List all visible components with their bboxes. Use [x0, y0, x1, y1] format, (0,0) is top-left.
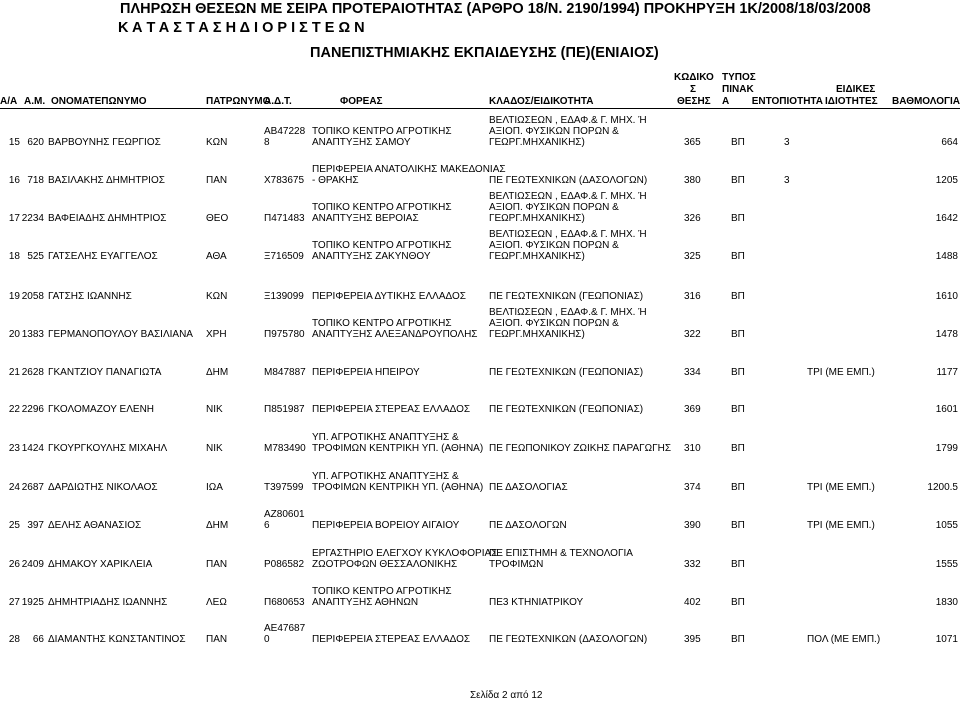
cell-father: ΔΗΜ [206, 367, 229, 378]
cell-foreas: ΤΟΠΙΚΟ ΚΕΝΤΡΟ ΑΓΡΟΤΙΚΗΣ [312, 240, 452, 251]
header-typos-2: ΠΙΝΑΚ [722, 84, 754, 95]
cell-foreas: ΥΠ. ΑΓΡΟΤΙΚΗΣ ΑΝΑΠΤΥΞΗΣ & [312, 471, 459, 482]
cell-adt: Π680653 [264, 597, 305, 608]
cell-klados: ΠΕ ΓΕΩΤΕΧΝΙΚΩΝ (ΓΕΩΠΟΝΙΑΣ) [489, 291, 644, 302]
cell-foreas: ΤΟΠΙΚΟ ΚΕΝΤΡΟ ΑΓΡΟΤΙΚΗΣ [312, 202, 452, 213]
header-divider [0, 108, 960, 109]
cell-entopiotita: 3 [784, 175, 790, 186]
cell-adt: Π851987 [264, 404, 305, 415]
cell-am: 1925 [21, 597, 44, 608]
cell-kodikos: 326 [684, 213, 701, 224]
cell-typos: ΒΠ [731, 520, 745, 531]
cell-klados: ΠΕ ΔΑΣΟΛΟΓΩΝ [489, 520, 567, 531]
cell-adt: Μ783490 [264, 443, 306, 454]
cell-name: ΔΕΛΗΣ ΑΘΑΝΑΣΙΟΣ [48, 520, 142, 531]
cell-vathmologia: 1200.5 [927, 482, 958, 493]
cell-am: 2234 [21, 213, 44, 224]
cell-vathmologia: 1055 [935, 520, 958, 531]
cell-adt: ΑΖ80601 [264, 509, 305, 520]
header-typos-1: ΤΥΠΟΣ [722, 72, 756, 83]
cell-aa: 23 [8, 443, 20, 454]
cell-foreas: ΖΩΟΤΡΟΦΩΝ ΘΕΣΣΑΛΟΝΙΚΗΣ [312, 559, 458, 570]
cell-father: ΝΙΚ [206, 443, 223, 454]
cell-typos: ΒΠ [731, 634, 745, 645]
cell-adt: Μ847887 [264, 367, 306, 378]
cell-adt: Τ397599 [264, 482, 304, 493]
cell-klados: ΠΕ ΓΕΩΤΕΧΝΙΚΩΝ (ΓΕΩΠΟΝΙΑΣ) [489, 404, 644, 415]
cell-am: 718 [27, 175, 44, 186]
cell-kodikos: 316 [684, 291, 701, 302]
cell-am: 620 [27, 137, 44, 148]
header-vathmologia: ΒΑΘΜΟΛΟΓΙΑ [892, 96, 960, 107]
cell-eidikes: ΤΡΙ (ΜΕ ΕΜΠ.) [807, 482, 875, 493]
header-kodikos-3: ΘΕΣΗΣ [677, 96, 711, 107]
cell-name: ΔΗΜΑΚΟΥ ΧΑΡΙΚΛΕΙΑ [48, 559, 153, 570]
document-title: ΠΛΗΡΩΣΗ ΘΕΣΕΩΝ ΜΕ ΣΕΙΡΑ ΠΡΟΤΕΡΑΙΟΤΗΤΑΣ (ΑΡΘΡΟ 18/Ν. 2190/1994) ΠΡΟΚΗΡΥΞΗ 1Κ/2008/18/03/2008 [120, 1, 871, 17]
cell-typos: ΒΠ [731, 251, 745, 262]
cell-adt: ΑΕ47687 [264, 623, 306, 634]
header-foreas: ΦΟΡΕΑΣ [340, 96, 383, 107]
cell-foreas: ΑΝΑΠΤΥΞΗΣ ΣΑΜΟΥ [312, 137, 411, 148]
cell-vathmologia: 1071 [935, 634, 958, 645]
cell-name: ΔΑΡΔΙΩΤΗΣ ΝΙΚΟΛΑΟΣ [48, 482, 158, 493]
cell-foreas: ΠΕΡΙΦΕΡΕΙΑ ΒΟΡΕΙΟΥ ΑΙΓΑΙΟΥ [312, 520, 460, 531]
cell-aa: 15 [8, 137, 20, 148]
cell-aa: 16 [8, 175, 20, 186]
cell-name: ΓΚΟΥΡΓΚΟΥΛΗΣ ΜΙΧΑΗΛ [48, 443, 168, 454]
header-am: Α.Μ. [24, 96, 46, 107]
cell-klados: ΤΡΟΦΙΜΩΝ [489, 559, 544, 570]
cell-klados: ΓΕΩΡΓ.ΜΗΧΑΝΙΚΗΣ) [489, 137, 585, 148]
cell-aa: 18 [8, 251, 20, 262]
cell-foreas: ΑΝΑΠΤΥΞΗΣ ΒΕΡΟΙΑΣ [312, 213, 419, 224]
cell-vathmologia: 1642 [935, 213, 958, 224]
cell-vathmologia: 1478 [935, 329, 958, 340]
cell-am: 2687 [21, 482, 44, 493]
cell-aa: 17 [8, 213, 20, 224]
cell-adt: ΑΒ47228 [264, 126, 306, 137]
cell-kodikos: 325 [684, 251, 701, 262]
cell-name: ΓΚΟΛΟΜΑΖΟΥ ΕΛΕΝΗ [48, 404, 155, 415]
cell-klados: ΑΞΙΟΠ. ΦΥΣΙΚΩΝ ΠΟΡΩΝ & [489, 126, 619, 137]
cell-klados: ΠΕ ΓΕΩΤΕΧΝΙΚΩΝ (ΔΑΣΟΛΟΓΩΝ) [489, 634, 648, 645]
cell-aa: 22 [8, 404, 20, 415]
cell-am: 2058 [21, 291, 44, 302]
cell-typos: ΒΠ [731, 367, 745, 378]
cell-foreas: ΤΟΠΙΚΟ ΚΕΝΤΡΟ ΑΓΡΟΤΙΚΗΣ [312, 318, 452, 329]
cell-klados: ΠΕ ΓΕΩΤΕΧΝΙΚΩΝ (ΓΕΩΠΟΝΙΑΣ) [489, 367, 644, 378]
cell-kodikos: 369 [684, 404, 701, 415]
cell-klados: ΒΕΛΤΙΩΣΕΩΝ , ΕΔΑΦ.& Γ. ΜΗΧ. Ή [489, 229, 647, 240]
cell-am: 66 [32, 634, 44, 645]
cell-foreas: ΤΟΠΙΚΟ ΚΕΝΤΡΟ ΑΓΡΟΤΙΚΗΣ [312, 586, 452, 597]
cell-kodikos: 390 [684, 520, 701, 531]
cell-foreas: ΠΕΡΙΦΕΡΕΙΑ ΔΥΤΙΚΗΣ ΕΛΛΑΔΟΣ [312, 291, 466, 302]
header-kodikos-2: Σ [690, 84, 697, 95]
cell-foreas: ΤΟΠΙΚΟ ΚΕΝΤΡΟ ΑΓΡΟΤΙΚΗΣ [312, 126, 452, 137]
cell-typos: ΒΠ [731, 482, 745, 493]
cell-foreas: ΠΕΡΙΦΕΡΕΙΑ ΣΤΕΡΕΑΣ ΕΛΛΑΔΟΣ [312, 634, 471, 645]
cell-klados: ΒΕΛΤΙΩΣΕΩΝ , ΕΔΑΦ.& Γ. ΜΗΧ. Ή [489, 307, 647, 318]
header-typos-3: Α [722, 96, 730, 107]
header-eidikes-1: ΕΙΔΙΚΕΣ [836, 84, 876, 95]
cell-am: 2628 [21, 367, 44, 378]
cell-adt: Χ783675 [264, 175, 305, 186]
cell-vathmologia: 1601 [935, 404, 958, 415]
cell-klados: ΠΕ3 ΚΤΗΝΙΑΤΡΙΚΟΥ [489, 597, 584, 608]
cell-foreas: ΤΡΟΦΙΜΩΝ ΚΕΝΤΡΙΚΗ ΥΠ. (ΑΘΗΝΑ) [312, 482, 484, 493]
cell-father: ΑΘΑ [206, 251, 227, 262]
cell-foreas: - ΘΡΑΚΗΣ [312, 175, 359, 186]
header-name: ΟΝΟΜΑΤΕΠΩΝΥΜΟ [51, 96, 147, 107]
cell-kodikos: 395 [684, 634, 701, 645]
document-subtitle: Κ Α Τ Α Σ Τ Α Σ Η Δ Ι Ο Ρ Ι Σ Τ Ε Ω Ν [118, 20, 365, 36]
cell-kodikos: 322 [684, 329, 701, 340]
cell-typos: ΒΠ [731, 291, 745, 302]
cell-aa: 24 [8, 482, 20, 493]
cell-typos: ΒΠ [731, 329, 745, 340]
cell-father: ΛΕΩ [206, 597, 227, 608]
header-father: ΠΑΤΡΩΝΥΜΟ [206, 96, 271, 107]
cell-vathmologia: 664 [941, 137, 958, 148]
cell-eidikes: ΠΟΛ (ΜΕ ΕΜΠ.) [807, 634, 881, 645]
cell-name: ΓΑΤΣΕΛΗΣ ΕΥΑΓΓΕΛΟΣ [48, 251, 158, 262]
cell-vathmologia: 1205 [935, 175, 958, 186]
cell-name: ΒΑΣΙΛΑΚΗΣ ΔΗΜΗΤΡΙΟΣ [48, 175, 165, 186]
cell-typos: ΒΠ [731, 559, 745, 570]
cell-vathmologia: 1830 [935, 597, 958, 608]
cell-vathmologia: 1799 [935, 443, 958, 454]
cell-kodikos: 334 [684, 367, 701, 378]
header-adt: Α.Δ.Τ. [264, 96, 292, 107]
cell-father: ΠΑΝ [206, 175, 228, 186]
cell-foreas: ΠΕΡΙΦΕΡΕΙΑ ΑΝΑΤΟΛΙΚΗΣ ΜΑΚΕΔΟΝΙΑΣ [312, 164, 506, 175]
cell-aa: 28 [8, 634, 20, 645]
header-aa: Α/Α [0, 96, 18, 107]
cell-typos: ΒΠ [731, 175, 745, 186]
cell-father: ΙΩΑ [206, 482, 223, 493]
cell-klados: ΓΕΩΡΓ.ΜΗΧΑΝΙΚΗΣ) [489, 213, 585, 224]
cell-eidikes: ΤΡΙ (ΜΕ ΕΜΠ.) [807, 367, 875, 378]
cell-typos: ΒΠ [731, 137, 745, 148]
cell-aa: 19 [8, 291, 20, 302]
cell-name: ΔΗΜΗΤΡΙΑΔΗΣ ΙΩΑΝΝΗΣ [48, 597, 168, 608]
cell-aa: 21 [8, 367, 20, 378]
cell-kodikos: 374 [684, 482, 701, 493]
cell-klados: ΠΕ ΕΠΙΣΤΗΜΗ & ΤΕΧΝΟΛΟΓΙΑ [489, 548, 633, 559]
cell-adt: 8 [264, 137, 270, 148]
cell-foreas: ΥΠ. ΑΓΡΟΤΙΚΗΣ ΑΝΑΠΤΥΞΗΣ & [312, 432, 459, 443]
cell-klados: ΠΕ ΓΕΩΤΕΧΝΙΚΩΝ (ΔΑΣΟΛΟΓΩΝ) [489, 175, 648, 186]
cell-aa: 20 [8, 329, 20, 340]
cell-father: ΝΙΚ [206, 404, 223, 415]
cell-aa: 25 [8, 520, 20, 531]
header-kodikos-1: ΚΩΔΙΚΟ [674, 72, 714, 83]
cell-kodikos: 332 [684, 559, 701, 570]
cell-vathmologia: 1177 [936, 367, 958, 378]
header-eidikes-2: ΙΔΙΟΤΗΤΕΣ [825, 96, 878, 107]
cell-adt: Ξ716509 [264, 251, 304, 262]
cell-klados: ΠΕ ΓΕΩΠΟΝΙΚΟΥ ΖΩΙΚΗΣ ΠΑΡΑΓΩΓΗΣ [489, 443, 672, 454]
cell-kodikos: 310 [684, 443, 701, 454]
cell-klados: ΑΞΙΟΠ. ΦΥΣΙΚΩΝ ΠΟΡΩΝ & [489, 202, 619, 213]
cell-name: ΔΙΑΜΑΝΤΗΣ ΚΩΝΣΤΑΝΤΙΝΟΣ [48, 634, 186, 645]
cell-father: ΠΑΝ [206, 634, 228, 645]
cell-name: ΒΑΡΒΟΥΝΗΣ ΓΕΩΡΓΙΟΣ [48, 137, 161, 148]
document-section-title: ΠΑΝΕΠΙΣΤΗΜΙΑΚΗΣ ΕΚΠΑΙΔΕΥΣΗΣ (ΠΕ)(ΕΝΙΑΙΟΣ) [310, 45, 659, 61]
cell-typos: ΒΠ [731, 404, 745, 415]
cell-entopiotita: 3 [784, 137, 790, 148]
cell-klados: ΒΕΛΤΙΩΣΕΩΝ , ΕΔΑΦ.& Γ. ΜΗΧ. Ή [489, 115, 647, 126]
cell-klados: ΑΞΙΟΠ. ΦΥΣΙΚΩΝ ΠΟΡΩΝ & [489, 240, 619, 251]
cell-klados: ΑΞΙΟΠ. ΦΥΣΙΚΩΝ ΠΟΡΩΝ & [489, 318, 619, 329]
cell-aa: 26 [8, 559, 20, 570]
cell-typos: ΒΠ [731, 443, 745, 454]
cell-am: 1424 [21, 443, 44, 454]
cell-adt: Ρ086582 [264, 559, 305, 570]
cell-name: ΒΑΦΕΙΑΔΗΣ ΔΗΜΗΤΡΙΟΣ [48, 213, 167, 224]
cell-foreas: ΠΕΡΙΦΕΡΕΙΑ ΣΤΕΡΕΑΣ ΕΛΛΑΔΟΣ [312, 404, 471, 415]
cell-klados: ΓΕΩΡΓ.ΜΗΧΑΝΙΚΗΣ) [489, 251, 585, 262]
cell-klados: ΠΕ ΔΑΣΟΛΟΓΙΑΣ [489, 482, 568, 493]
cell-adt: 0 [264, 634, 270, 645]
cell-kodikos: 380 [684, 175, 701, 186]
cell-aa: 27 [8, 597, 20, 608]
cell-kodikos: 365 [684, 137, 701, 148]
cell-foreas: ΑΝΑΠΤΥΞΗΣ ΑΛΕΞΑΝΔΡΟΥΠΟΛΗΣ [312, 329, 478, 340]
header-klados: ΚΛΑΔΟΣ/ΕΙΔΙΚΟΤΗΤΑ [489, 96, 594, 107]
cell-adt: Π975780 [264, 329, 305, 340]
cell-father: ΚΩΝ [206, 137, 228, 148]
cell-foreas: ΕΡΓΑΣΤΗΡΙΟ ΕΛΕΓΧΟΥ ΚΥΚΛΟΦΟΡΙΑΣ [312, 548, 498, 559]
cell-adt: 6 [264, 520, 270, 531]
cell-foreas: ΑΝΑΠΤΥΞΗΣ ΖΑΚΥΝΘΟΥ [312, 251, 431, 262]
cell-am: 525 [27, 251, 44, 262]
cell-vathmologia: 1488 [935, 251, 958, 262]
cell-father: ΧΡΗ [206, 329, 227, 340]
header-entopiotita: ΕΝΤΟΠΙΟΤΗΤΑ [751, 96, 823, 107]
cell-name: ΓΚΑΝΤΖΙΟΥ ΠΑΝΑΓΙΩΤΑ [48, 367, 162, 378]
cell-eidikes: ΤΡΙ (ΜΕ ΕΜΠ.) [807, 520, 875, 531]
cell-am: 397 [27, 520, 44, 531]
cell-vathmologia: 1610 [935, 291, 958, 302]
cell-foreas: ΑΝΑΠΤΥΞΗΣ ΑΘΗΝΩΝ [312, 597, 419, 608]
cell-typos: ΒΠ [731, 597, 745, 608]
cell-am: 2409 [21, 559, 44, 570]
cell-klados: ΒΕΛΤΙΩΣΕΩΝ , ΕΔΑΦ.& Γ. ΜΗΧ. Ή [489, 191, 647, 202]
cell-am: 1383 [21, 329, 44, 340]
cell-name: ΓΕΡΜΑΝΟΠΟΥΛΟΥ ΒΑΣΙΛΙΑΝΑ [48, 329, 193, 340]
cell-father: ΚΩΝ [206, 291, 228, 302]
cell-typos: ΒΠ [731, 213, 745, 224]
cell-father: ΔΗΜ [206, 520, 229, 531]
cell-vathmologia: 1555 [935, 559, 958, 570]
cell-adt: Π471483 [264, 213, 305, 224]
cell-adt: Ξ139099 [264, 291, 304, 302]
cell-klados: ΓΕΩΡΓ.ΜΗΧΑΝΙΚΗΣ) [489, 329, 585, 340]
cell-father: ΘΕΟ [206, 213, 229, 224]
page-footer: Σελίδα 2 από 12 [470, 690, 543, 701]
cell-father: ΠΑΝ [206, 559, 228, 570]
cell-am: 2296 [21, 404, 44, 415]
cell-foreas: ΤΡΟΦΙΜΩΝ ΚΕΝΤΡΙΚΗ ΥΠ. (ΑΘΗΝΑ) [312, 443, 484, 454]
cell-name: ΓΑΤΣΗΣ ΙΩΑΝΝΗΣ [48, 291, 132, 302]
cell-kodikos: 402 [684, 597, 701, 608]
cell-foreas: ΠΕΡΙΦΕΡΕΙΑ ΗΠΕΙΡΟΥ [312, 367, 420, 378]
